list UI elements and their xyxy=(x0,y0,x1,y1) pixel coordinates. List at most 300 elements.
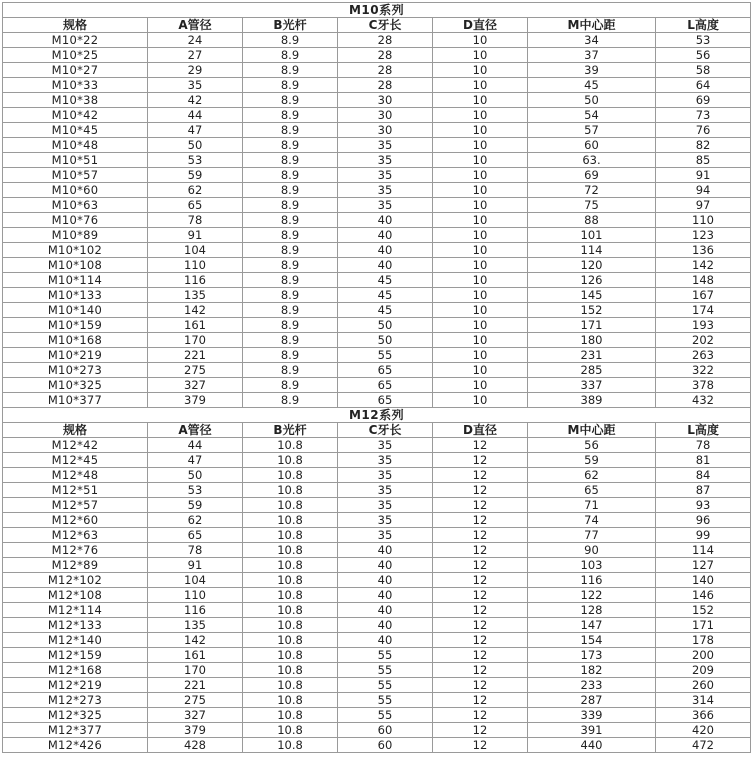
table-cell: 116 xyxy=(148,603,243,618)
table-cell: 55 xyxy=(338,678,433,693)
table-cell: 8.9 xyxy=(243,93,338,108)
table-cell: 35 xyxy=(338,528,433,543)
table-row xyxy=(3,363,751,378)
table-cell: M10*114 xyxy=(3,273,148,288)
table-row xyxy=(3,243,751,258)
table-cell: 12 xyxy=(433,543,528,558)
table-cell: 47 xyxy=(148,453,243,468)
table-cell: 82 xyxy=(656,138,751,153)
table-cell: 209 xyxy=(656,663,751,678)
table-row xyxy=(3,528,751,543)
table-cell: 8.9 xyxy=(243,153,338,168)
table-row xyxy=(3,618,751,633)
table-row xyxy=(3,273,751,288)
table-cell: 12 xyxy=(433,663,528,678)
table-cell: M10*89 xyxy=(3,228,148,243)
table-cell: 96 xyxy=(656,513,751,528)
table-cell: 123 xyxy=(656,228,751,243)
table-cell: 10 xyxy=(433,363,528,378)
table-row xyxy=(3,558,751,573)
table-cell: 8.9 xyxy=(243,363,338,378)
column-header: B光杆 xyxy=(243,423,338,438)
table-cell: 432 xyxy=(656,393,751,408)
table-cell: M12*63 xyxy=(3,528,148,543)
table-cell: 182 xyxy=(528,663,656,678)
table-cell: 10 xyxy=(433,213,528,228)
table-cell: 10 xyxy=(433,108,528,123)
table-cell: M12*108 xyxy=(3,588,148,603)
table-cell: 91 xyxy=(148,228,243,243)
table-row xyxy=(3,48,751,63)
table-cell: 260 xyxy=(656,678,751,693)
table-cell: 8.9 xyxy=(243,48,338,63)
table-cell: 50 xyxy=(528,93,656,108)
table-cell: 171 xyxy=(656,618,751,633)
table-cell: M12*57 xyxy=(3,498,148,513)
table-cell: 428 xyxy=(148,738,243,753)
table-cell: 55 xyxy=(338,663,433,678)
table-cell: 50 xyxy=(338,318,433,333)
section-title-row xyxy=(3,408,751,423)
table-cell: 10.8 xyxy=(243,438,338,453)
table-cell: 275 xyxy=(148,693,243,708)
table-cell: 167 xyxy=(656,288,751,303)
table-row xyxy=(3,198,751,213)
table-cell: 35 xyxy=(338,183,433,198)
column-header: D直径 xyxy=(433,423,528,438)
table-cell: M12*76 xyxy=(3,543,148,558)
table-cell: 50 xyxy=(148,138,243,153)
table-cell: 45 xyxy=(338,303,433,318)
table-cell: 10 xyxy=(433,123,528,138)
table-cell: 12 xyxy=(433,573,528,588)
table-cell: M10*38 xyxy=(3,93,148,108)
table-cell: 8.9 xyxy=(243,213,338,228)
table-cell: 40 xyxy=(338,243,433,258)
column-header: L高度 xyxy=(656,423,751,438)
table-cell: 10.8 xyxy=(243,468,338,483)
table-cell: 35 xyxy=(338,483,433,498)
table-cell: 40 xyxy=(338,258,433,273)
table-row xyxy=(3,228,751,243)
table-cell: 35 xyxy=(338,468,433,483)
column-header: D直径 xyxy=(433,18,528,33)
table-row xyxy=(3,513,751,528)
table-cell: 29 xyxy=(148,63,243,78)
table-cell: 93 xyxy=(656,498,751,513)
table-cell: 88 xyxy=(528,213,656,228)
table-cell: 12 xyxy=(433,708,528,723)
table-cell: 110 xyxy=(148,258,243,273)
table-cell: 200 xyxy=(656,648,751,663)
table-cell: 114 xyxy=(528,243,656,258)
table-cell: M10*51 xyxy=(3,153,148,168)
table-cell: 56 xyxy=(656,48,751,63)
table-cell: 314 xyxy=(656,693,751,708)
header-row xyxy=(3,423,751,438)
table-cell: 161 xyxy=(148,318,243,333)
table-cell: 8.9 xyxy=(243,378,338,393)
table-cell: 55 xyxy=(338,708,433,723)
table-cell: 12 xyxy=(433,453,528,468)
table-cell: 65 xyxy=(528,483,656,498)
table-cell: 8.9 xyxy=(243,123,338,138)
table-cell: M10*57 xyxy=(3,168,148,183)
table-cell: 275 xyxy=(148,363,243,378)
table-cell: 30 xyxy=(338,123,433,138)
spec-table xyxy=(2,2,751,753)
column-header: M中心距 xyxy=(528,18,656,33)
table-row xyxy=(3,303,751,318)
table-cell: 10.8 xyxy=(243,543,338,558)
table-cell: 73 xyxy=(656,108,751,123)
table-cell: M10*108 xyxy=(3,258,148,273)
table-cell: 389 xyxy=(528,393,656,408)
table-cell: 74 xyxy=(528,513,656,528)
table-row xyxy=(3,438,751,453)
table-cell: 10 xyxy=(433,303,528,318)
table-cell: 10 xyxy=(433,93,528,108)
table-cell: 110 xyxy=(656,213,751,228)
table-cell: M10*168 xyxy=(3,333,148,348)
table-cell: M12*45 xyxy=(3,453,148,468)
table-cell: 8.9 xyxy=(243,108,338,123)
table-cell: 64 xyxy=(656,78,751,93)
table-cell: 8.9 xyxy=(243,168,338,183)
table-cell: 91 xyxy=(148,558,243,573)
table-cell: 152 xyxy=(528,303,656,318)
table-cell: 285 xyxy=(528,363,656,378)
table-cell: 40 xyxy=(338,228,433,243)
table-cell: 78 xyxy=(148,543,243,558)
table-cell: 135 xyxy=(148,288,243,303)
table-cell: 76 xyxy=(656,123,751,138)
table-cell: 12 xyxy=(433,723,528,738)
table-cell: 50 xyxy=(338,333,433,348)
table-cell: 12 xyxy=(433,468,528,483)
table-cell: 10.8 xyxy=(243,498,338,513)
table-body xyxy=(3,3,751,753)
section-title: M12系列 xyxy=(3,408,751,423)
table-cell: 233 xyxy=(528,678,656,693)
table-cell: 8.9 xyxy=(243,318,338,333)
table-cell: 148 xyxy=(656,273,751,288)
table-cell: 69 xyxy=(656,93,751,108)
table-cell: 78 xyxy=(148,213,243,228)
table-cell: 10.8 xyxy=(243,678,338,693)
table-cell: 170 xyxy=(148,333,243,348)
table-cell: 8.9 xyxy=(243,393,338,408)
table-cell: 327 xyxy=(148,378,243,393)
table-cell: 81 xyxy=(656,453,751,468)
table-cell: 53 xyxy=(148,483,243,498)
table-cell: 104 xyxy=(148,243,243,258)
table-cell: M10*76 xyxy=(3,213,148,228)
table-cell: 171 xyxy=(528,318,656,333)
table-row xyxy=(3,153,751,168)
table-cell: 12 xyxy=(433,588,528,603)
table-cell: 10 xyxy=(433,48,528,63)
table-row xyxy=(3,603,751,618)
table-cell: 10.8 xyxy=(243,453,338,468)
table-cell: M12*325 xyxy=(3,708,148,723)
table-cell: 60 xyxy=(338,723,433,738)
table-row xyxy=(3,663,751,678)
table-cell: 12 xyxy=(433,513,528,528)
table-row xyxy=(3,543,751,558)
table-cell: 263 xyxy=(656,348,751,363)
table-cell: 379 xyxy=(148,723,243,738)
table-row xyxy=(3,648,751,663)
table-cell: 40 xyxy=(338,573,433,588)
table-cell: 58 xyxy=(656,63,751,78)
table-cell: 154 xyxy=(528,633,656,648)
table-cell: 152 xyxy=(656,603,751,618)
table-cell: 12 xyxy=(433,438,528,453)
table-cell: 12 xyxy=(433,498,528,513)
table-cell: M12*60 xyxy=(3,513,148,528)
table-cell: 37 xyxy=(528,48,656,63)
table-row xyxy=(3,483,751,498)
table-cell: 44 xyxy=(148,438,243,453)
table-cell: 45 xyxy=(528,78,656,93)
table-cell: M10*25 xyxy=(3,48,148,63)
table-cell: 366 xyxy=(656,708,751,723)
table-cell: M10*48 xyxy=(3,138,148,153)
table-cell: 57 xyxy=(528,123,656,138)
table-cell: 136 xyxy=(656,243,751,258)
table-cell: M12*48 xyxy=(3,468,148,483)
table-cell: 104 xyxy=(148,573,243,588)
column-header: 规格 xyxy=(3,18,148,33)
table-cell: 75 xyxy=(528,198,656,213)
table-row xyxy=(3,633,751,648)
table-cell: 8.9 xyxy=(243,63,338,78)
table-cell: 8.9 xyxy=(243,33,338,48)
table-cell: 10.8 xyxy=(243,528,338,543)
table-cell: 10 xyxy=(433,33,528,48)
table-cell: 97 xyxy=(656,198,751,213)
table-cell: M10*45 xyxy=(3,123,148,138)
table-cell: 99 xyxy=(656,528,751,543)
table-cell: 71 xyxy=(528,498,656,513)
table-cell: M10*33 xyxy=(3,78,148,93)
table-cell: 40 xyxy=(338,603,433,618)
table-cell: 116 xyxy=(148,273,243,288)
table-cell: 50 xyxy=(148,468,243,483)
table-cell: 10 xyxy=(433,273,528,288)
table-cell: 10.8 xyxy=(243,633,338,648)
table-cell: 8.9 xyxy=(243,78,338,93)
column-header: B光杆 xyxy=(243,18,338,33)
table-cell: 40 xyxy=(338,213,433,228)
table-cell: 12 xyxy=(433,618,528,633)
table-row xyxy=(3,33,751,48)
table-cell: 10.8 xyxy=(243,723,338,738)
table-cell: 30 xyxy=(338,93,433,108)
table-row xyxy=(3,333,751,348)
table-cell: 10 xyxy=(433,318,528,333)
table-cell: 35 xyxy=(148,78,243,93)
table-cell: 8.9 xyxy=(243,198,338,213)
table-cell: 128 xyxy=(528,603,656,618)
table-row xyxy=(3,318,751,333)
table-row xyxy=(3,78,751,93)
table-row xyxy=(3,108,751,123)
table-cell: M10*140 xyxy=(3,303,148,318)
table-cell: 170 xyxy=(148,663,243,678)
table-cell: 62 xyxy=(528,468,656,483)
table-cell: 10 xyxy=(433,78,528,93)
table-cell: 72 xyxy=(528,183,656,198)
table-row xyxy=(3,378,751,393)
table-cell: 84 xyxy=(656,468,751,483)
table-cell: 12 xyxy=(433,693,528,708)
table-cell: 63. xyxy=(528,153,656,168)
table-row xyxy=(3,138,751,153)
table-cell: M10*377 xyxy=(3,393,148,408)
table-cell: 40 xyxy=(338,543,433,558)
header-row xyxy=(3,18,751,33)
table-cell: 12 xyxy=(433,483,528,498)
table-cell: 28 xyxy=(338,78,433,93)
table-cell: 78 xyxy=(656,438,751,453)
table-cell: 12 xyxy=(433,738,528,753)
table-cell: 10.8 xyxy=(243,693,338,708)
table-row xyxy=(3,678,751,693)
table-cell: 126 xyxy=(528,273,656,288)
table-cell: 8.9 xyxy=(243,303,338,318)
table-row xyxy=(3,723,751,738)
table-cell: 12 xyxy=(433,633,528,648)
column-header: L高度 xyxy=(656,18,751,33)
table-cell: 8.9 xyxy=(243,228,338,243)
column-header: 规格 xyxy=(3,423,148,438)
table-cell: M12*377 xyxy=(3,723,148,738)
table-cell: M12*89 xyxy=(3,558,148,573)
table-row xyxy=(3,573,751,588)
table-cell: 44 xyxy=(148,108,243,123)
table-cell: 28 xyxy=(338,48,433,63)
table-cell: 337 xyxy=(528,378,656,393)
table-cell: 127 xyxy=(656,558,751,573)
table-cell: 40 xyxy=(338,558,433,573)
table-cell: 65 xyxy=(148,198,243,213)
table-cell: M12*426 xyxy=(3,738,148,753)
table-cell: 8.9 xyxy=(243,258,338,273)
table-cell: 35 xyxy=(338,153,433,168)
table-cell: 10 xyxy=(433,333,528,348)
table-cell: 12 xyxy=(433,528,528,543)
table-row xyxy=(3,93,751,108)
table-cell: 65 xyxy=(338,363,433,378)
table-cell: 10 xyxy=(433,138,528,153)
table-cell: 8.9 xyxy=(243,273,338,288)
table-cell: 101 xyxy=(528,228,656,243)
table-cell: 10 xyxy=(433,183,528,198)
table-cell: 55 xyxy=(338,648,433,663)
table-cell: 10 xyxy=(433,243,528,258)
table-cell: 53 xyxy=(656,33,751,48)
table-cell: 59 xyxy=(148,168,243,183)
table-cell: 378 xyxy=(656,378,751,393)
table-cell: 440 xyxy=(528,738,656,753)
table-cell: 35 xyxy=(338,453,433,468)
table-cell: 10 xyxy=(433,63,528,78)
table-cell: 379 xyxy=(148,393,243,408)
table-cell: 327 xyxy=(148,708,243,723)
table-cell: M10*27 xyxy=(3,63,148,78)
table-cell: 53 xyxy=(148,153,243,168)
table-cell: 10.8 xyxy=(243,483,338,498)
column-header: C牙长 xyxy=(338,18,433,33)
column-header: A管径 xyxy=(148,423,243,438)
table-cell: 12 xyxy=(433,678,528,693)
table-cell: 56 xyxy=(528,438,656,453)
table-cell: 339 xyxy=(528,708,656,723)
table-cell: 322 xyxy=(656,363,751,378)
table-cell: 10 xyxy=(433,258,528,273)
table-cell: 28 xyxy=(338,63,433,78)
table-cell: 142 xyxy=(148,303,243,318)
table-cell: 161 xyxy=(148,648,243,663)
column-header: M中心距 xyxy=(528,423,656,438)
table-cell: M12*102 xyxy=(3,573,148,588)
column-header: A管径 xyxy=(148,18,243,33)
table-cell: M10*133 xyxy=(3,288,148,303)
table-cell: 10.8 xyxy=(243,603,338,618)
table-cell: 193 xyxy=(656,318,751,333)
table-cell: 65 xyxy=(338,393,433,408)
table-cell: 42 xyxy=(148,93,243,108)
table-cell: 221 xyxy=(148,348,243,363)
table-cell: 27 xyxy=(148,48,243,63)
table-cell: 10 xyxy=(433,393,528,408)
table-cell: M10*219 xyxy=(3,348,148,363)
table-cell: 62 xyxy=(148,183,243,198)
table-cell: 146 xyxy=(656,588,751,603)
table-row xyxy=(3,168,751,183)
table-cell: M10*42 xyxy=(3,108,148,123)
table-cell: 91 xyxy=(656,168,751,183)
table-cell: 10.8 xyxy=(243,588,338,603)
table-cell: 173 xyxy=(528,648,656,663)
table-cell: 69 xyxy=(528,168,656,183)
table-row xyxy=(3,63,751,78)
table-cell: 10 xyxy=(433,288,528,303)
table-cell: 10 xyxy=(433,378,528,393)
table-row xyxy=(3,498,751,513)
table-cell: M12*219 xyxy=(3,678,148,693)
table-cell: 116 xyxy=(528,573,656,588)
table-cell: 10.8 xyxy=(243,738,338,753)
table-cell: 122 xyxy=(528,588,656,603)
table-cell: 140 xyxy=(656,573,751,588)
table-cell: 120 xyxy=(528,258,656,273)
table-cell: 287 xyxy=(528,693,656,708)
table-cell: 180 xyxy=(528,333,656,348)
table-cell: 135 xyxy=(148,618,243,633)
table-cell: 391 xyxy=(528,723,656,738)
table-cell: 10.8 xyxy=(243,558,338,573)
table-row xyxy=(3,213,751,228)
table-cell: 77 xyxy=(528,528,656,543)
table-row xyxy=(3,348,751,363)
table-cell: 55 xyxy=(338,693,433,708)
table-cell: M12*133 xyxy=(3,618,148,633)
table-cell: 55 xyxy=(338,348,433,363)
table-cell: 10.8 xyxy=(243,663,338,678)
